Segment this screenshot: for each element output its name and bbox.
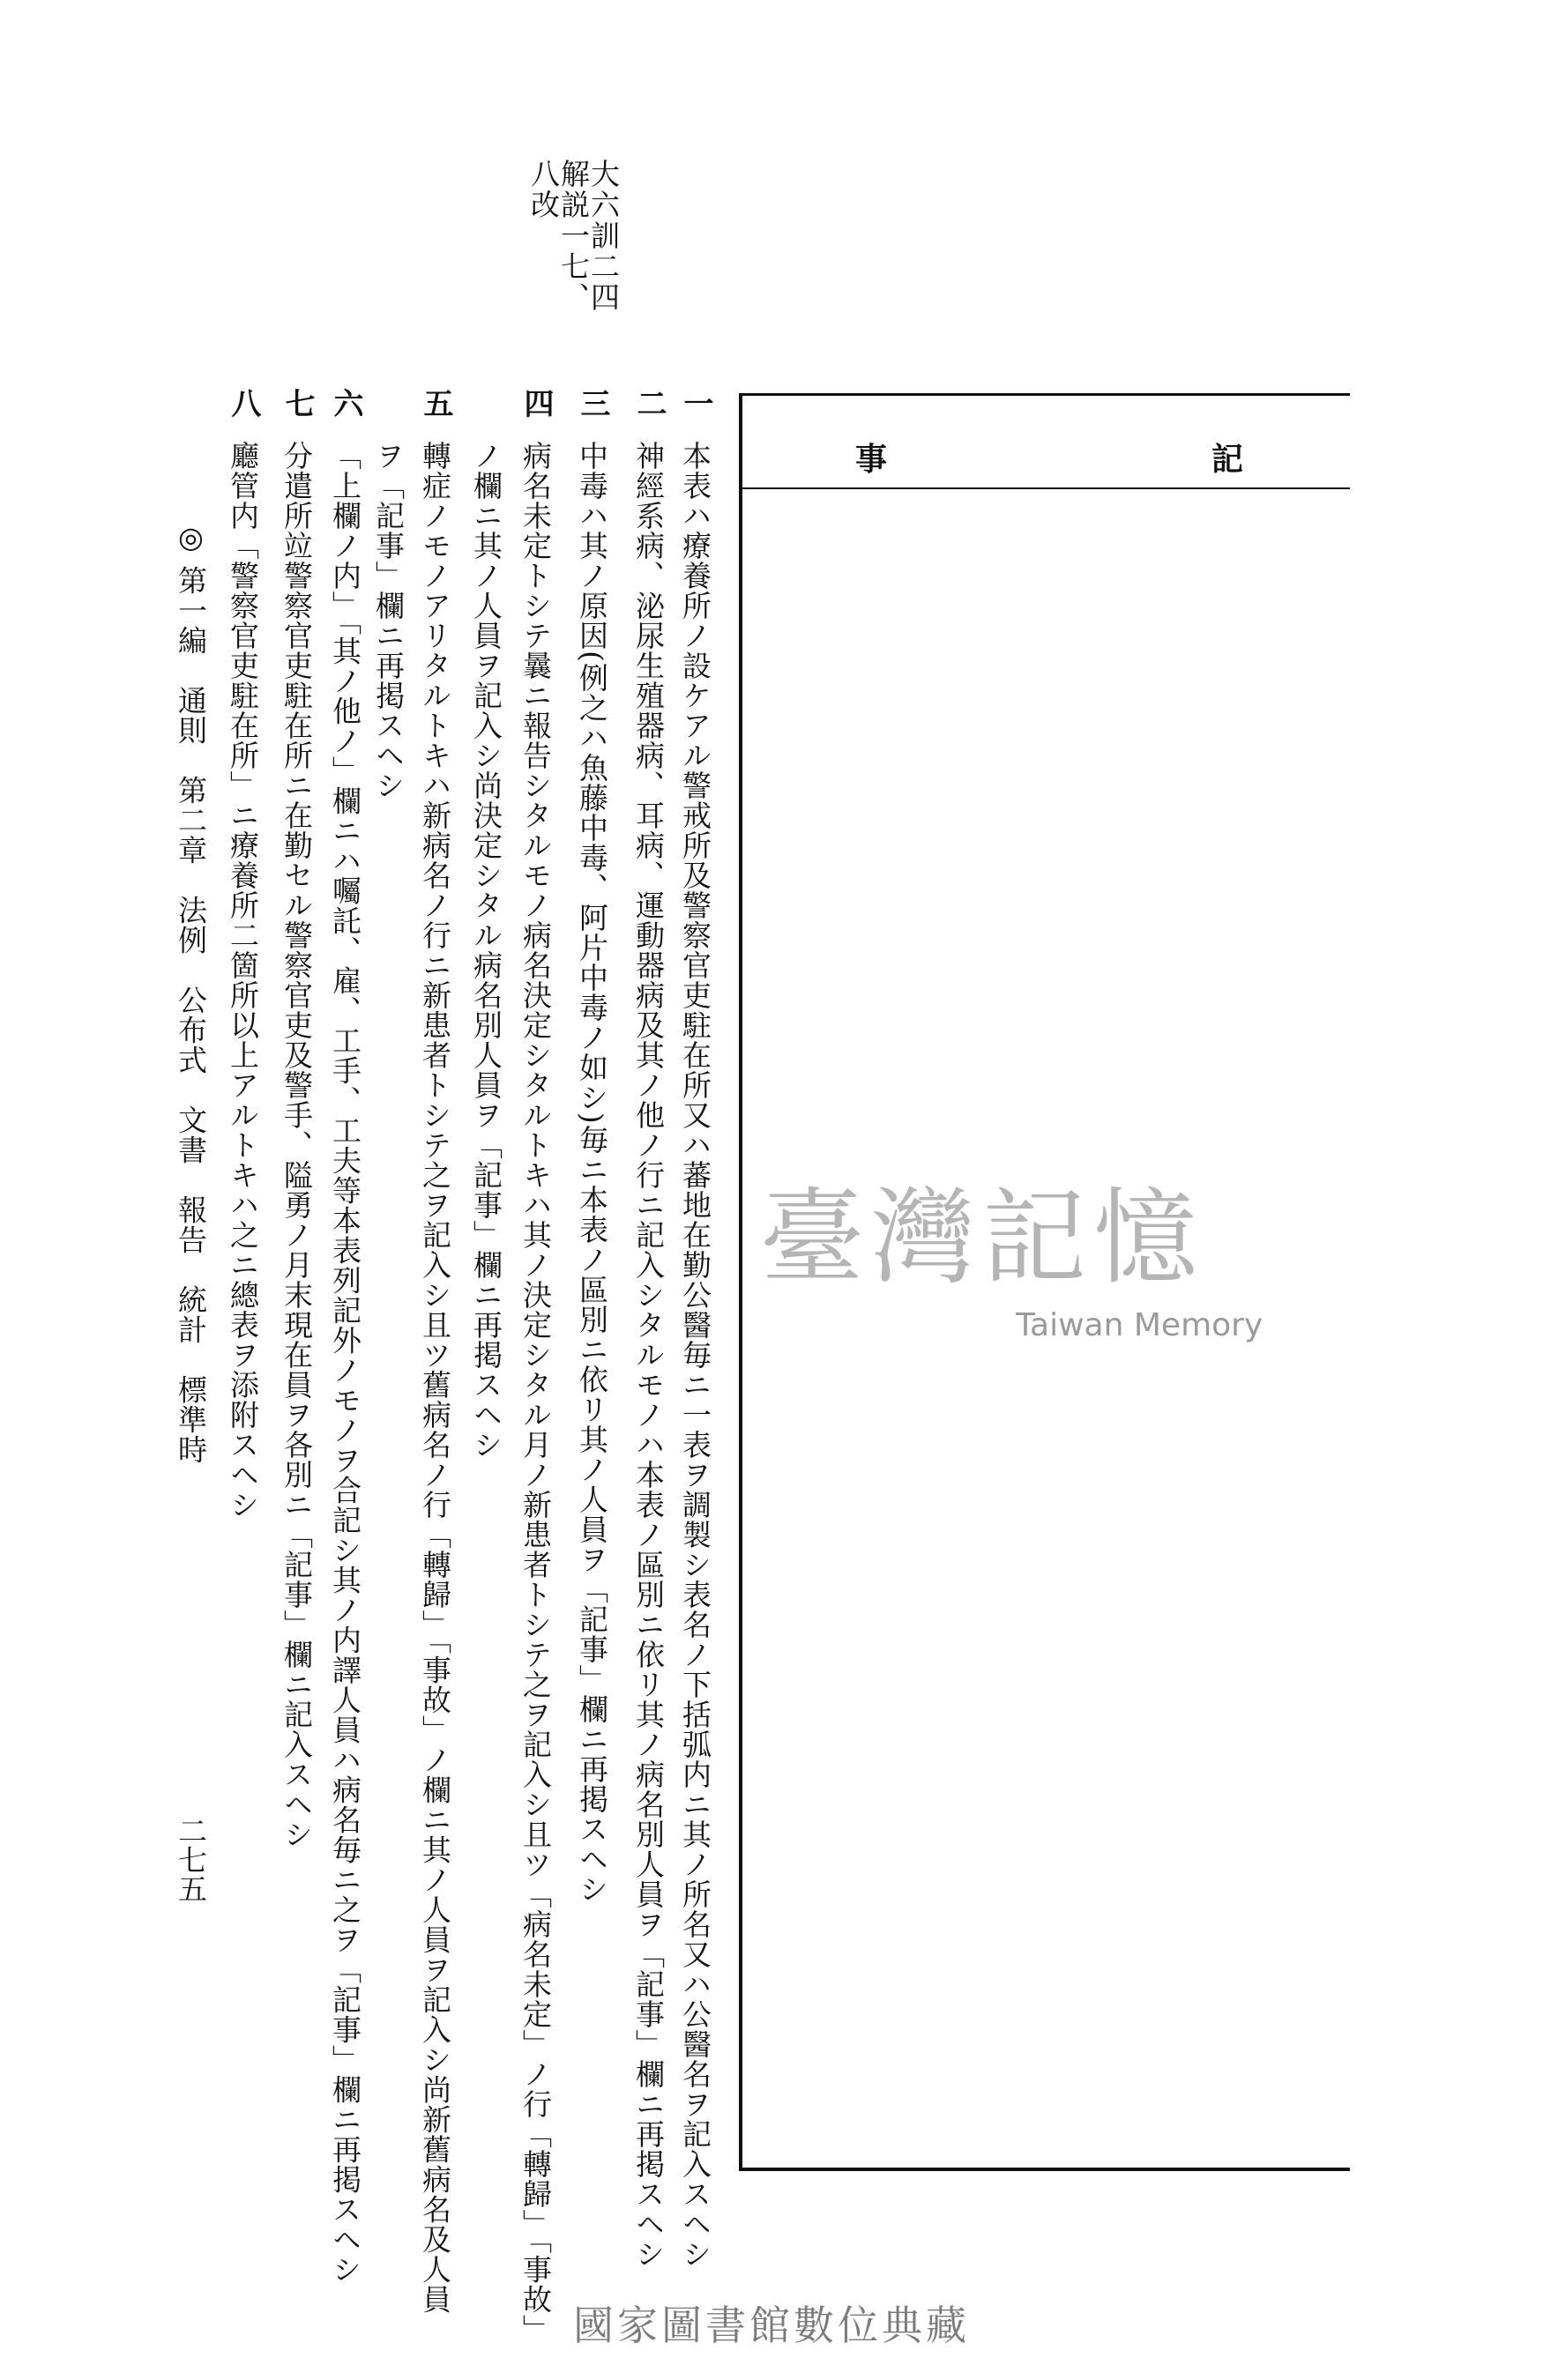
note-number-4: 四 (518, 388, 554, 418)
note-number-6: 六 (328, 388, 363, 418)
note-number-5: 五 (418, 388, 453, 418)
note-3-line-1: 中毒ハ其ノ原因(例之ハ魚藤中毒、阿片中毒ノ如シ)毎ニ本表ノ區別ニ依リ其ノ人員ヲ「記事」欄ニ再掲スヘシ (575, 441, 609, 1904)
note-5-line-2: ヲ「記事」欄ニ再掲スヘシ (371, 441, 406, 800)
note-number-3: 三 (575, 388, 610, 418)
table-header-rule (742, 487, 1350, 489)
note-1-line-1: 本表ハ療養所ノ設ケアル警戒所及警察官吏駐在所又ハ蕃地在勤公醫毎ニ一表ヲ調製シ表名ノ下括弧内ニ其ノ所名又ハ公醫名ヲ記入スヘシ (678, 441, 712, 2269)
table-heading-right: 記 (1211, 441, 1244, 478)
note-8-line-1: 廳管内「警察官吏駐在所」ニ療養所二箇所以上アルトキハ之ニ總表ヲ添附スヘシ (226, 441, 260, 1520)
note-number-1: 一 (678, 388, 713, 418)
table-heading-left: 事 (855, 441, 888, 478)
collection-mark: 國家圖書館數位典藏 (573, 2302, 970, 2349)
page-number: 二七五 (174, 1816, 208, 1903)
note-4-line-1: 病名未定トシテ曩ニ報告シタルモノ病名決定シタルトキハ其ノ決定シタル月ノ新患者トシテ之ヲ記入シ且ツ「病名未定」ノ行「轉歸」「事故」 (518, 441, 553, 2345)
margin-note-1: 大六訓二四 (586, 159, 621, 313)
margin-note-3: 八改 (526, 159, 561, 220)
note-number-8: 八 (226, 388, 261, 418)
note-7-line-1: 分遣所竝警察官吏駐在所ニ在勤セル警察官吏及警手、隘勇ノ月末現在員ヲ各別ニ「記事」欄ニ記入スヘシ (280, 441, 314, 1849)
note-4-line-2: ノ欄ニ其ノ人員ヲ記入シ尚決定シタル病名別人員ヲ「記事」欄ニ再掲スヘシ (469, 441, 503, 1460)
watermark-en: Taiwan Memory (1016, 1307, 1263, 1343)
note-5-line-1: 轉症ノモノアリタルトキハ新病名ノ行ニ新患者トシテ之ヲ記入シ且ツ舊病名ノ行「轉歸」「事故」ノ欄ニ其ノ人員ヲ記入シ尚新舊病名及人員 (418, 441, 452, 2315)
watermark-cjk: 臺灣記憶 (760, 1177, 1205, 1298)
note-number-7: 七 (280, 388, 315, 418)
note-6-line-1: 「上欄ノ内」「其ノ他ノ」欄ニハ囑託、雇、工手、工夫等本表列記外ノモノヲ合記シ其ノ内譯人員ハ病名毎ニ之ヲ「記事」欄ニ再掲スヘシ (328, 441, 362, 2285)
note-2-line-1: 神經系病、泌尿生殖器病、耳病、運動器病及其ノ他ノ行ニ記入シタルモノハ本表ノ區別ニ依リ其ノ病名別人員ヲ「記事」欄ニ再掲スヘシ (631, 441, 666, 2269)
running-head: ◎ 第一編 通則 第二章 法例 公布式 文書 報告 統計 標準時 (174, 520, 208, 1465)
note-number-2: 二 (631, 388, 667, 418)
margin-note-2: 解説一七、 (556, 159, 591, 313)
